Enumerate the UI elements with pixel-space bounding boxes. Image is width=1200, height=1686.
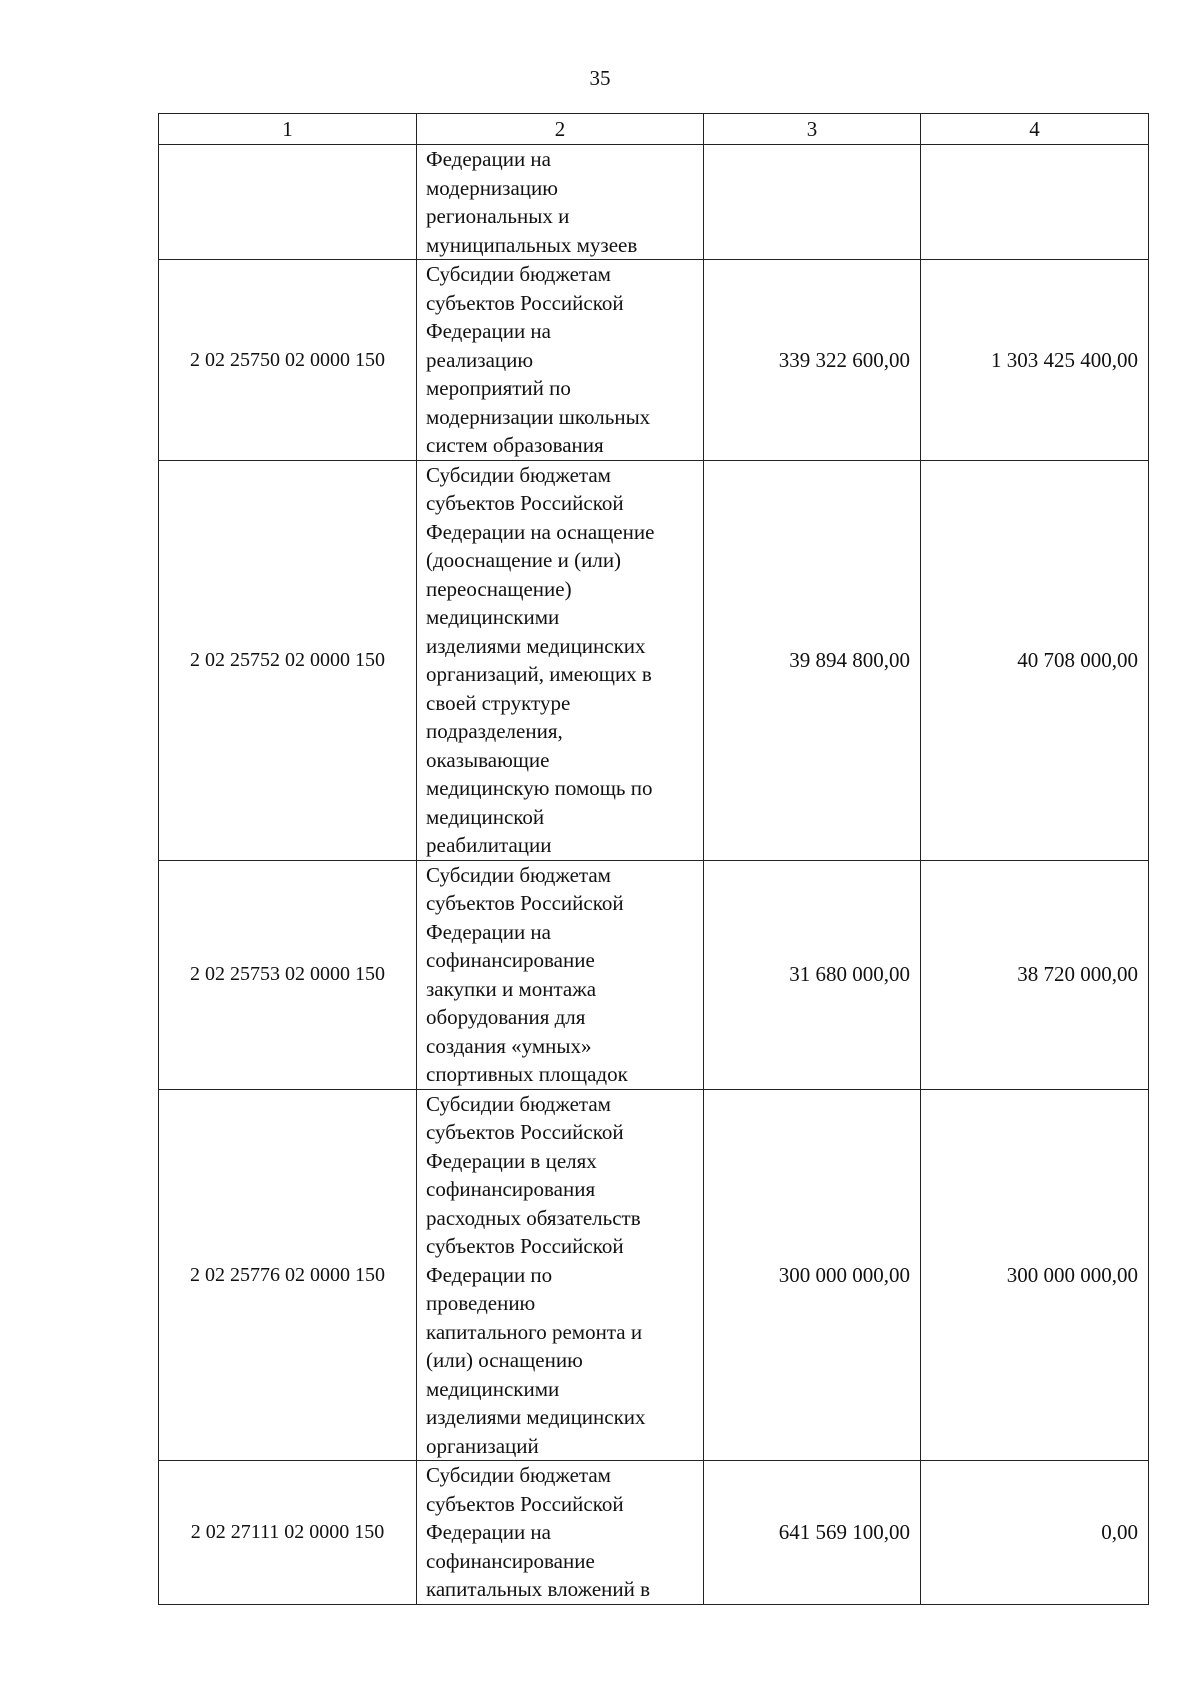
description-line: софинансирование xyxy=(426,948,595,972)
description-line: Федерации в целях xyxy=(426,1148,597,1173)
page-number: 35 xyxy=(589,66,611,90)
row-description-cell xyxy=(417,1089,704,1461)
header-row xyxy=(159,114,1149,145)
row-amount-col3: 39 894 800,00 xyxy=(704,460,921,860)
table-row xyxy=(159,860,1149,1089)
header-col-2: 2 xyxy=(417,114,704,145)
description-line: капитального ремонта и xyxy=(426,1319,643,1344)
description-line: организаций, имеющих в xyxy=(426,662,652,686)
row-amount-col4: 0,00 xyxy=(921,1461,1149,1605)
row-amount-col4: 1 303 425 400,00 xyxy=(921,260,1149,461)
description-line: субъектов Российской xyxy=(426,1120,624,1144)
description-line: субъектов Российской xyxy=(426,891,624,915)
row-description-cell xyxy=(417,860,704,1089)
description-line: субъектов Российской xyxy=(426,1491,624,1516)
row-description-cell xyxy=(417,460,704,860)
description-line: организаций xyxy=(426,1433,539,1458)
row-description-cell xyxy=(417,260,704,461)
description-line: Федерации на xyxy=(426,919,551,944)
description-line: мероприятий по xyxy=(426,376,571,400)
description-line: субъектов Российской xyxy=(426,491,624,515)
description-line: модернизацию xyxy=(426,175,558,200)
row-amount-col3: 641 569 100,00 xyxy=(704,1461,921,1605)
table-row xyxy=(159,460,1149,860)
row-amount-col4: 40 708 000,00 xyxy=(921,460,1149,860)
row-amount-col4 xyxy=(921,145,1149,260)
description-line: медицинской xyxy=(426,804,545,829)
description-line: создания «умных» xyxy=(426,1033,592,1058)
description-line: изделиями медицинских xyxy=(426,633,646,658)
description-line: Субсидии бюджетам xyxy=(426,462,611,487)
row-code-cell: 2 02 27111 02 0000 150 xyxy=(159,1461,417,1605)
description-line: медицинскими xyxy=(426,1376,560,1401)
description-line: расходных обязательств xyxy=(426,1205,641,1230)
description-line: медицинскую помощь по xyxy=(426,776,653,800)
description-line: своей структуре xyxy=(426,690,571,715)
row-description-cell xyxy=(417,145,704,260)
row-code-cell: 2 02 25750 02 0000 150 xyxy=(159,260,417,461)
description-line: проведению xyxy=(426,1291,536,1315)
row-code-cell: 2 02 25752 02 0000 150 xyxy=(159,460,417,860)
description-line: оборудования для xyxy=(426,1005,586,1029)
description-line: субъектов Российской xyxy=(426,1234,624,1258)
row-amount-col4: 300 000 000,00 xyxy=(921,1089,1149,1461)
description-line: Федерации на xyxy=(426,1520,551,1544)
description-line: переоснащение) xyxy=(426,576,572,601)
row-amount-col3: 31 680 000,00 xyxy=(704,860,921,1089)
table-row xyxy=(159,1461,1149,1605)
row-code-cell: 2 02 25753 02 0000 150 xyxy=(159,860,417,1089)
row-code-cell: 2 02 25776 02 0000 150 xyxy=(159,1089,417,1461)
header-col-4: 4 xyxy=(921,114,1149,145)
row-amount-col3 xyxy=(704,145,921,260)
description-line: медицинскими xyxy=(426,605,560,629)
description-line: изделиями медицинских xyxy=(426,1405,646,1429)
description-line: Федерации на xyxy=(426,319,551,343)
budget-table xyxy=(158,113,1149,1605)
description-line: реабилитации xyxy=(426,833,552,857)
table-row xyxy=(159,145,1149,260)
description-line: подразделения, xyxy=(426,719,563,743)
description-line: капитальных вложений в xyxy=(426,1577,651,1601)
description-line: Федерации на xyxy=(426,147,551,171)
description-line: Субсидии бюджетам xyxy=(426,1463,611,1487)
description-line: софинансирования xyxy=(426,1177,596,1201)
description-line: Федерации на оснащение xyxy=(426,519,655,544)
description-line: Субсидии бюджетам xyxy=(426,1091,611,1116)
description-line: реализацию xyxy=(426,347,534,372)
header-col-3: 3 xyxy=(704,114,921,145)
description-line: Субсидии бюджетам xyxy=(426,862,611,887)
description-line: спортивных площадок xyxy=(426,1062,628,1086)
description-line: закупки и монтажа xyxy=(426,976,597,1001)
row-amount-col4: 38 720 000,00 xyxy=(921,860,1149,1089)
description-line: субъектов Российской xyxy=(426,290,624,315)
table-row xyxy=(159,260,1149,461)
description-line: (или) оснащению xyxy=(426,1348,583,1372)
description-line: систем образования xyxy=(426,433,604,457)
description-line: модернизации школьных xyxy=(426,404,651,429)
description-line: региональных и xyxy=(426,204,570,228)
row-amount-col3: 300 000 000,00 xyxy=(704,1089,921,1461)
description-line: (дооснащение и (или) xyxy=(426,548,622,572)
table-body xyxy=(159,145,1149,1605)
description-line: софинансирование xyxy=(426,1548,595,1573)
table-header xyxy=(159,114,1149,145)
description-line: Федерации по xyxy=(426,1262,553,1287)
row-amount-col3: 339 322 600,00 xyxy=(704,260,921,461)
row-code-cell xyxy=(159,145,417,260)
description-line: муниципальных музеев xyxy=(426,232,638,257)
header-col-1: 1 xyxy=(159,114,417,145)
table-row xyxy=(159,1089,1149,1461)
row-description-cell xyxy=(417,1461,704,1605)
description-line: Субсидии бюджетам xyxy=(426,262,611,286)
description-line: оказывающие xyxy=(426,747,550,772)
